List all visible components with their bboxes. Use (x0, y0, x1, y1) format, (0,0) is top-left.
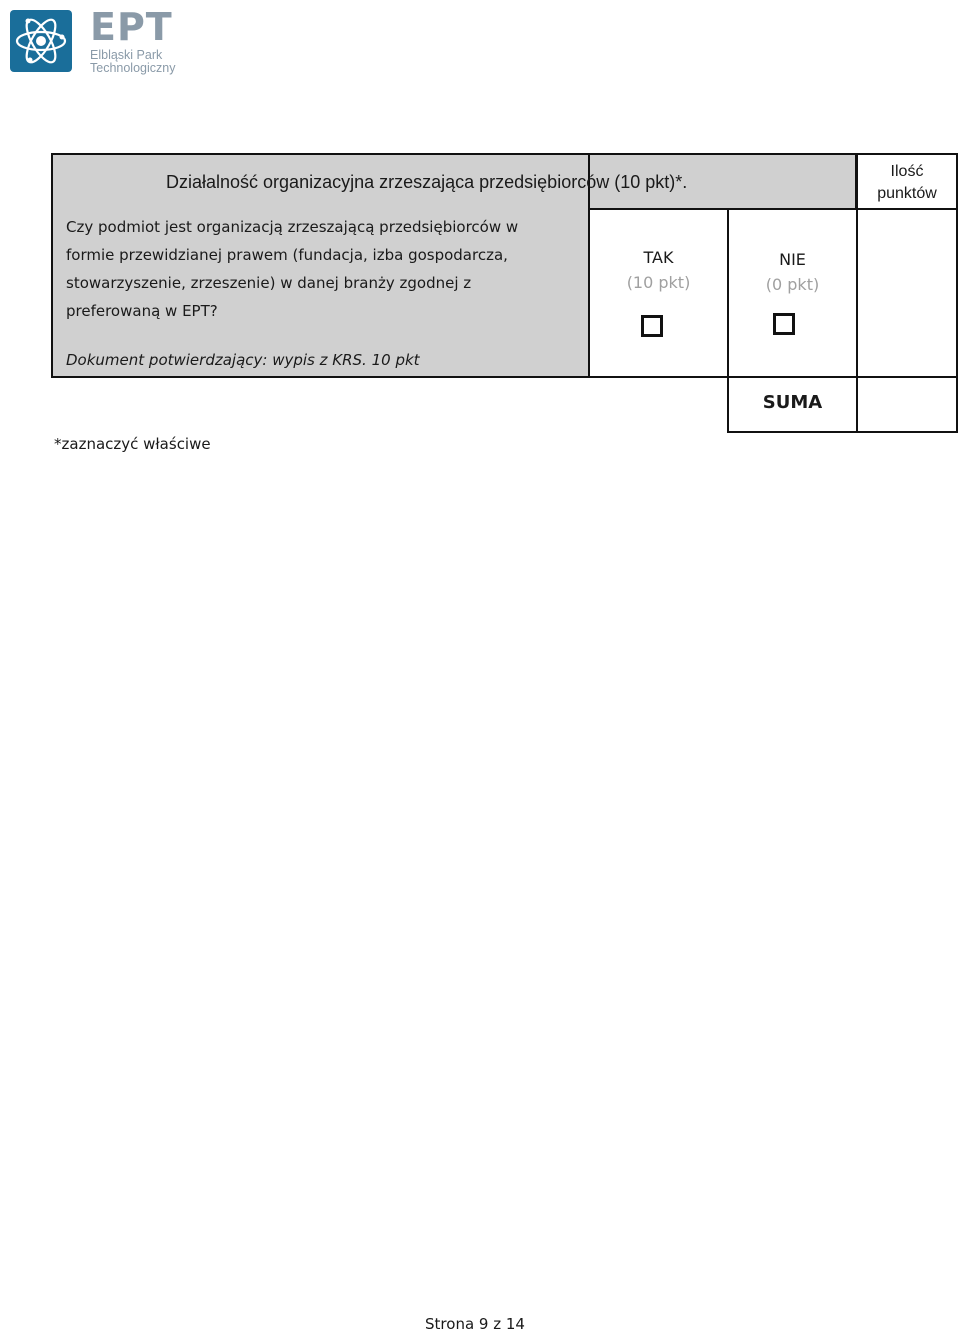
points-value-cell[interactable] (856, 208, 958, 378)
option-nie-cell (727, 208, 858, 378)
section-title: Działalność organizacyjna zrzeszająca przedsiębiorców (10 pkt)*. (166, 172, 688, 192)
option-tak-cell (588, 208, 729, 378)
option-nie-label: NIE (779, 250, 806, 269)
logo-subtitle-line1: Elbląski Park (90, 48, 163, 62)
points-header: Ilość punktów (877, 163, 937, 202)
sum-label-cell (727, 376, 858, 433)
footnote: *zaznaczyć właściwe (54, 435, 211, 453)
points-header-cell (856, 153, 958, 210)
sum-label: SUMA (762, 392, 823, 413)
ept-logo (10, 5, 176, 78)
page-number: Strona 9 z 14 (425, 1315, 525, 1333)
question-text: Czy podmiot jest organizacją zrzeszającą przedsiębiorców w formie przewidzianej prawem (fundacja, izba gospodarcza, stowarzyszenie, zrzeszenie) w danej branży zgodnej z preferowaną w EPT? (66, 218, 519, 320)
logo-subtitle (90, 49, 190, 75)
option-tak-label: TAK (643, 248, 674, 267)
document-requirement: Dokument potwierdzający: wypis z KRS. 10 pkt (66, 351, 420, 369)
option-tak-checkbox[interactable] (641, 315, 663, 337)
logo-brand: EPT (90, 5, 173, 49)
option-nie-points: (0 pkt) (765, 275, 820, 294)
sum-value-cell[interactable] (856, 376, 958, 433)
atom-logo-icon (10, 10, 72, 72)
logo-subtitle-line2: Technologiczny (90, 61, 176, 75)
option-tak-points: (10 pkt) (626, 273, 691, 292)
option-nie-checkbox[interactable] (773, 313, 795, 335)
